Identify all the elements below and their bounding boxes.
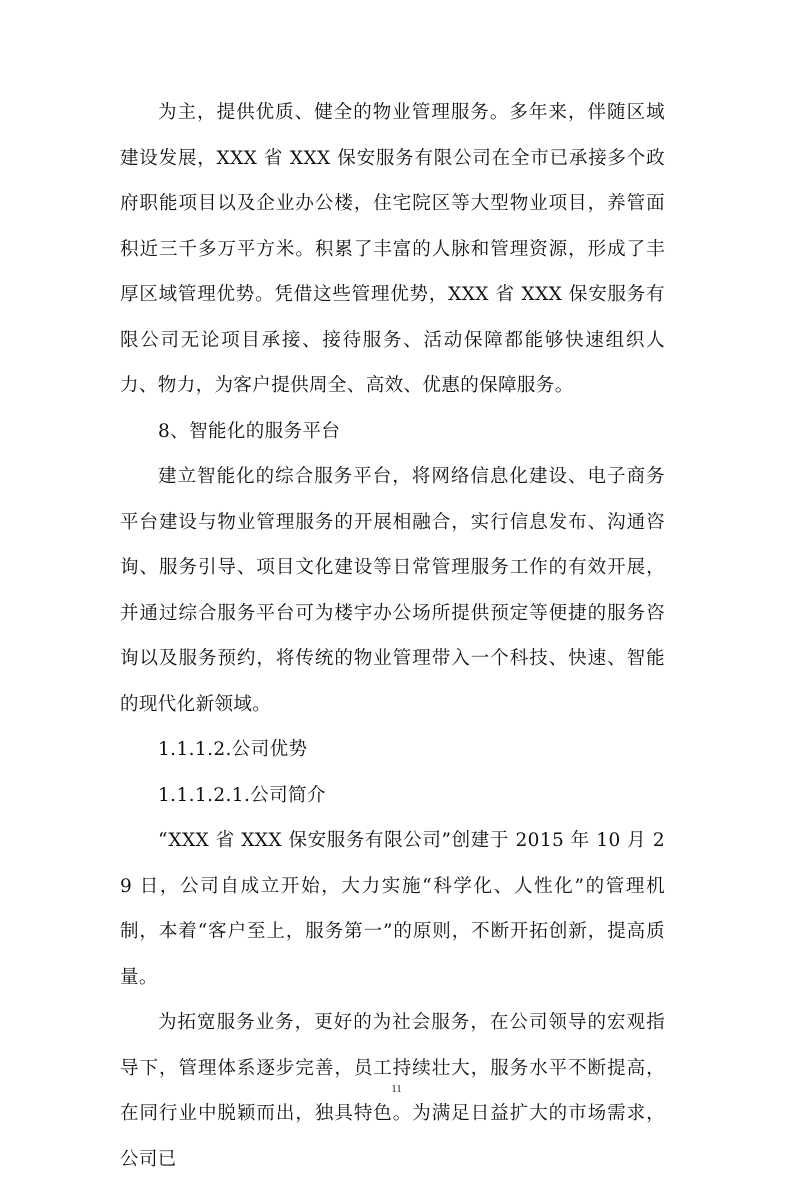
section-heading-company-profile: 1.1.1.2.1.公司简介 [158, 784, 326, 806]
paragraph-smart-platform: 建立智能化的综合服务平台，将网络信息化建设、电子商务平台建设与物业管理服务的开展相融合，实行信息发布、沟通咨询、服务引导、项目文化建设等日常管理服务工作的有效开展，并通过综合服务平台可为楼宇办公场所提供预定等便捷的服务咨询以及服务预约，将传统的物业管理带入一个科技、快速、智能的现代化新领域。 [120, 466, 665, 715]
document-body [120, 90, 665, 1182]
section-heading-smart-platform: 8、智能化的服务平台 [158, 420, 341, 442]
paragraph-property-advantage: 为主，提供优质、健全的物业管理服务。多年来，伴随区域建设发展，XXX 省 XXX 保安服务有限公司在全市已承接多个政府职能项目以及企业办公楼，住宅院区等大型物业项目，养管面积近三千多万平方米。积累了丰富的人脉和管理资源，形成了丰厚区域管理优势。凭借这些管理优势，XXX 省 XXX 保安服务有限公司无论项目承接、接待服务、活动保障都能够快速组织人力、物力，为客户提供周全、高效、优惠的保障服务。 [120, 102, 665, 396]
page-number: 11 [391, 1083, 402, 1095]
paragraph-company-founding: “XXX 省 XXX 保安服务有限公司”创建于 2015 年 10 月 29 日，公司自成立开始，大力实施“科学化、人性化”的管理机制，本着“客户至上，服务第一”的原则，不断开拓创新，提高质量。 [120, 830, 665, 988]
paragraph-company-growth: 为拓宽服务业务，更好的为社会服务，在公司领导的宏观指导下，管理体系逐步完善，员工持续壮大，服务水平不断提高，在同行业中脱颖而出，独具特色。为满足日益扩大的市场需求，公司已 [120, 1012, 665, 1170]
section-heading-company-advantage: 1.1.1.2.公司优势 [158, 739, 308, 760]
